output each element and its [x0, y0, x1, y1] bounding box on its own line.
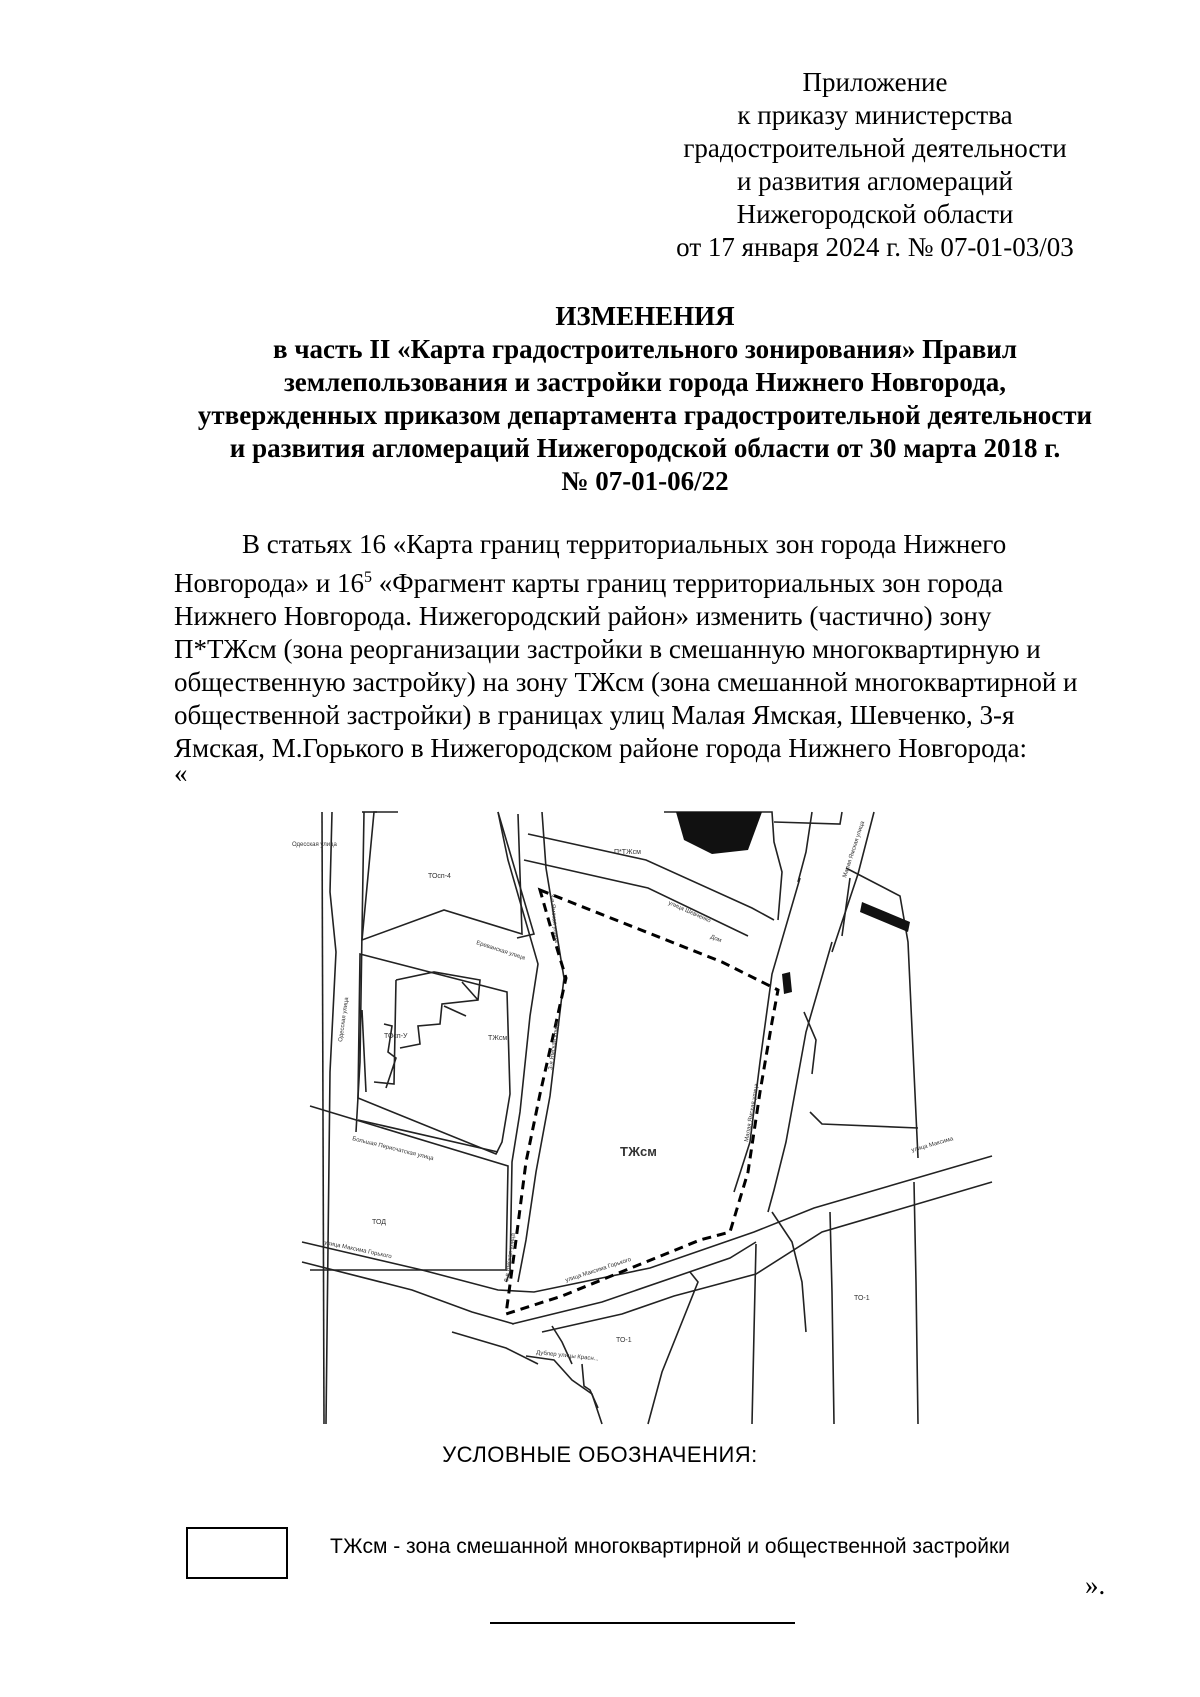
- appendix-line: градостроительной деятельности: [683, 133, 1067, 163]
- title-heading: ИЗМЕНЕНИЯ: [555, 301, 735, 331]
- superscript: 5: [364, 569, 373, 586]
- end-divider: [490, 1622, 795, 1624]
- body-line: общественную застройку) на зону ТЖсм (зона смешанной многоквартирной и: [174, 667, 1078, 697]
- map-label-street: 3-я Ямская улица: [504, 1232, 517, 1283]
- map-label-street: Малая Ямская улица: [744, 1083, 761, 1143]
- zoning-map: [292, 812, 992, 1424]
- body-text-fragment: Новгорода» и 16: [174, 568, 365, 598]
- appendix-line: и развития агломераций: [736, 166, 1013, 196]
- title-line: и развития агломераций Нижегородской области от 30 марта 2018 г.: [229, 433, 1061, 463]
- map-label-street: Одесская улица: [292, 842, 337, 848]
- map-label-tzhsm-small: ТЖсм: [488, 1035, 508, 1042]
- map-label-main-zone: ТЖсм: [620, 1144, 657, 1159]
- opening-quote: «: [174, 758, 188, 788]
- title-line: землепользования и застройки города Нижнего Новгорода,: [283, 367, 1007, 397]
- body-line: П*ТЖсм (зона реорганизации застройки в смешанную многоквартирную и: [174, 634, 1041, 664]
- map-label-street: улица Максима: [910, 1136, 954, 1154]
- body-text-fragment: «Фрагмент карты границ территориальных зон города: [372, 568, 1004, 598]
- map-label-ptzhsm: П*ТЖсм: [614, 849, 641, 856]
- map-label-to1-left: ТО-1: [616, 1337, 632, 1344]
- title-line: утвержденных приказом департамента градостроительной деятельности: [197, 400, 1093, 430]
- map-label-street: улица Шевченко: [667, 900, 712, 925]
- body-line: [174, 561, 1114, 600]
- appendix-line: от 17 января 2024 г. № 07-01-03/03: [676, 232, 1074, 262]
- zoning-map-svg: [292, 812, 992, 1424]
- legend-item-text: ТЖсм - зона смешанной многоквартирной и общественной застройки: [330, 1535, 1010, 1558]
- map-label-street: улица Максима Горького: [564, 1256, 633, 1284]
- body-line: общественной застройки) в границах улиц Малая Ямская, Шевченко, 3-я: [174, 700, 1015, 730]
- map-label-house: Дом: [709, 934, 723, 945]
- map-label-tosp4: ТОсп-4: [428, 873, 451, 880]
- appendix-line: Нижегородской области: [736, 199, 1014, 229]
- closing-quote: ».: [1085, 1570, 1106, 1600]
- map-label-street: Ереванская улица: [475, 940, 526, 962]
- appendix-line: Приложение: [802, 67, 948, 97]
- map-label-street: 3-я Ямская улица: [548, 893, 560, 944]
- body-paragraph: [174, 528, 1114, 765]
- title-line: в часть II «Карта градостроительного зонирования» Правил: [273, 334, 1017, 364]
- map-label-tod: ТОД: [372, 1219, 386, 1226]
- map-label-street: Одесская улица: [338, 996, 351, 1043]
- appendix-header: [640, 66, 1110, 264]
- map-label-tospu: ТОсп-У: [384, 1033, 408, 1040]
- map-label-street: улица Максима Горького: [323, 1240, 393, 1261]
- map-label-street: 3-я Ямская улица: [548, 1020, 561, 1071]
- document-title: [120, 300, 1170, 498]
- legend-swatch: [186, 1527, 288, 1579]
- body-line: В статьях 16 «Карта границ территориальных зон города Нижнего: [242, 529, 1007, 559]
- map-label-to1-right: ТО-1: [854, 1295, 870, 1302]
- appendix-line: к приказу министерства: [737, 100, 1013, 130]
- body-line: Нижнего Новгорода. Нижегородский район» изменить (частично) зону: [174, 601, 992, 631]
- map-label-street: Малая Ямская улица: [842, 820, 867, 879]
- title-line: № 07-01-06/22: [561, 466, 729, 496]
- legend-title: УСЛОВНЫЕ ОБОЗНАЧЕНИЯ:: [442, 1442, 758, 1467]
- map-label-street: Дублер улицы Красн...: [535, 1350, 599, 1363]
- body-line: Ямская, М.Горького в Нижегородском районе города Нижнего Новгорода:: [174, 733, 1028, 763]
- map-label-street: Большая Перисчатская улица: [351, 1136, 435, 1163]
